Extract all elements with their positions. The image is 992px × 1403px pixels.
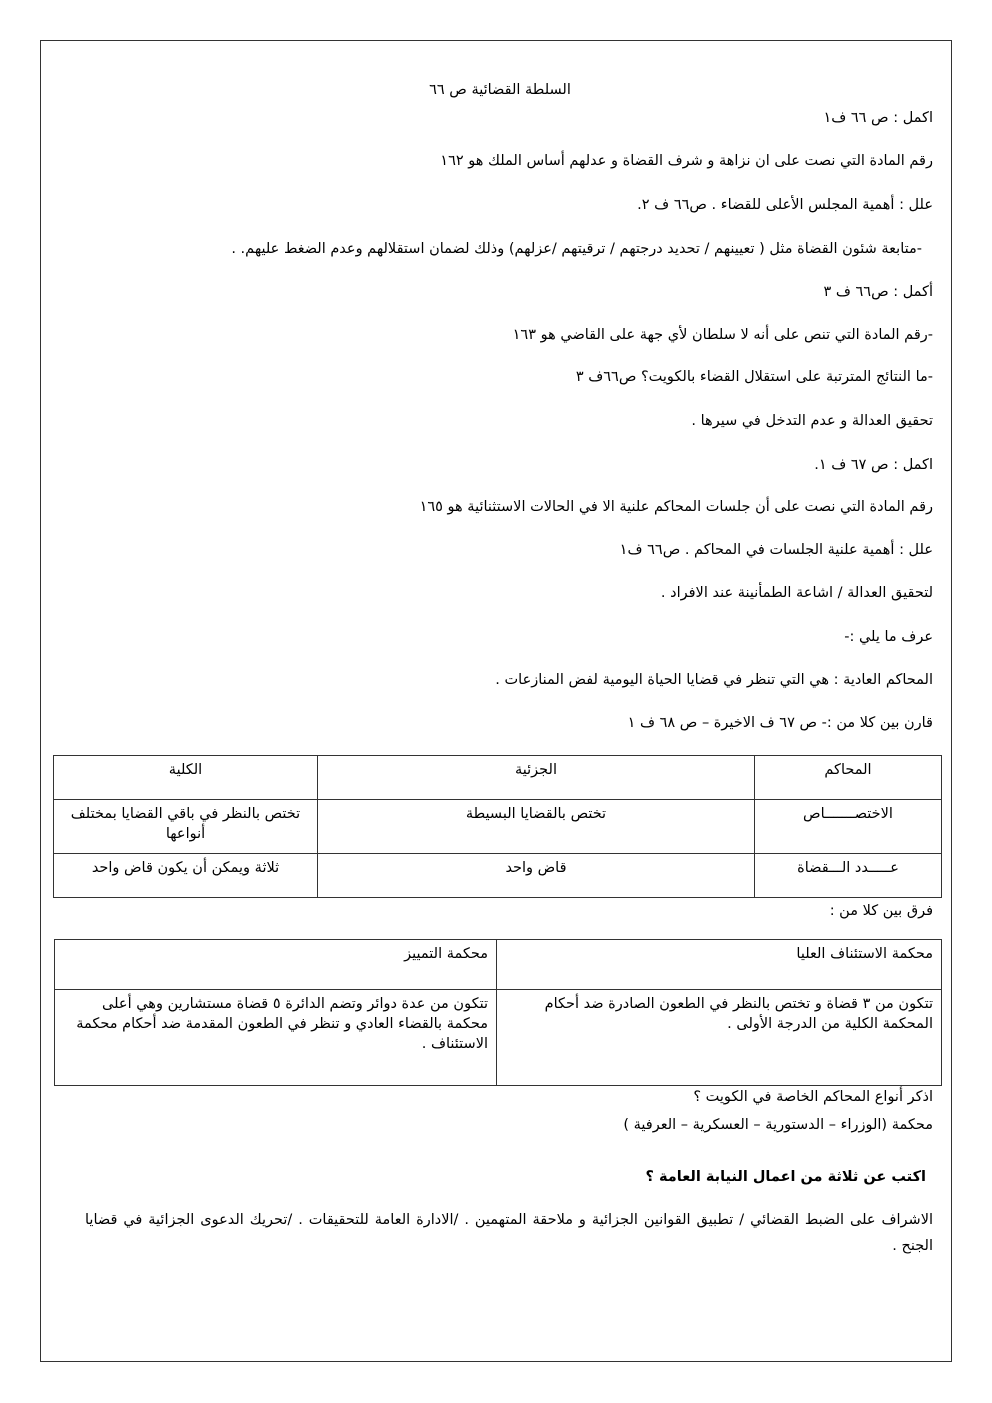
comparison-table-courts: [53, 755, 942, 898]
text-line: قارن بين كلا من :- ص ٦٧ ف الاخيرة – ص ٦٨ ف ١: [627, 715, 933, 731]
table-cell: تتكون من عدة دوائر وتضم الدائرة ٥ قضاة مستشارين وهي أعلى محكمة بالقضاء العادي و تنظر في الطعون المقدمة ضد أحكام محكمة الاستئناف .: [55, 990, 497, 1086]
diff-label: فرق بين كلا من :: [829, 903, 933, 919]
table-cell: تتكون من ٣ قضاة و تختص بالنظر في الطعون الصادرة ضد أحكام المحكمة الكلية من الدرجة الأولى .: [497, 990, 942, 1086]
table-cell: تختص بالقضايا البسيطة: [318, 800, 755, 854]
text-line: تحقيق العدالة و عدم التدخل في سيرها .: [691, 413, 933, 429]
text-line: أكمل : ص٦٦ ف ٣: [823, 284, 933, 300]
table-cell: عـــــدد الـــقضاة: [755, 854, 942, 898]
table-header: الجزئية: [318, 756, 755, 800]
text-line: المحاكم العادية : هي التي تنظر في قضايا الحياة اليومية لفض المنازعات .: [495, 672, 933, 688]
text-line: اكمل : ص ٦٧ ف ١.: [814, 457, 933, 473]
text-line: -ما النتائج المترتبة على استقلال القضاء بالكويت؟ ص٦٦ف ٣: [575, 369, 933, 385]
table-header: الكلية: [54, 756, 318, 800]
text-line: -رقم المادة التي تنص على أنه لا سلطان لأي جهة على القاضي هو ١٦٣: [512, 327, 933, 343]
table-header: محكمة الاستئناف العليا: [497, 940, 942, 990]
text-line: علل : أهمية علنية الجلسات في المحاكم . ص٦٦ ف١: [619, 542, 933, 558]
prosecution-question: اكتب عن ثلاثة من اعمال النيابة العامة ؟: [645, 1169, 926, 1185]
prosecution-answer: الاشراف على الضبط القضائي / تطبيق القوانين الجزائية و ملاحقة المتهمين . /الادارة العامة للتحقيقات . /تحريك الدعوى الجزائية في قضايا الجنح .: [85, 1212, 933, 1254]
table-cell: تختص بالنظر في باقي القضايا بمختلف أنواعها: [54, 800, 318, 854]
table-header: المحاكم: [755, 756, 942, 800]
text-line: لتحقيق العدالة / اشاعة الطمأنينة عند الافراد .: [660, 585, 933, 601]
comparison-table-appeal: [54, 939, 942, 1086]
page-title: السلطة القضائية ص ٦٦: [429, 82, 571, 98]
text-line: علل : أهمية المجلس الأعلى للقضاء . ص٦٦ ف ٢.: [637, 197, 933, 213]
text-line: -متابعة شئون القضاة مثل ( تعيينهم / تحديد درجتهم / ترقيتهم /عزلهم) وذلك لضمان استقلالهم وعدم الضغط عليهم. .: [231, 241, 922, 257]
table-header: محكمة التمييز: [55, 940, 497, 990]
text-line: رقم المادة التي نصت على ان نزاهة و شرف القضاة و عدلهم أساس الملك هو ١٦٢: [440, 153, 933, 169]
table-cell: الاختصـــــــاص: [755, 800, 942, 854]
table-cell: قاض واحد: [318, 854, 755, 898]
special-courts-question: اذكر أنواع المحاكم الخاصة في الكويت ؟: [693, 1089, 933, 1105]
text-line: عرف ما يلي :-: [844, 629, 933, 645]
text-line: رقم المادة التي نصت على أن جلسات المحاكم علنية الا في الحالات الاستثنائية هو ١٦٥: [419, 499, 933, 515]
special-courts-answer: محكمة (الوزراء – الدستورية – العسكرية – العرفية ): [623, 1117, 933, 1133]
table-cell: ثلاثة ويمكن أن يكون قاض واحد: [54, 854, 318, 898]
text-line: اكمل : ص ٦٦ ف١: [823, 110, 933, 126]
